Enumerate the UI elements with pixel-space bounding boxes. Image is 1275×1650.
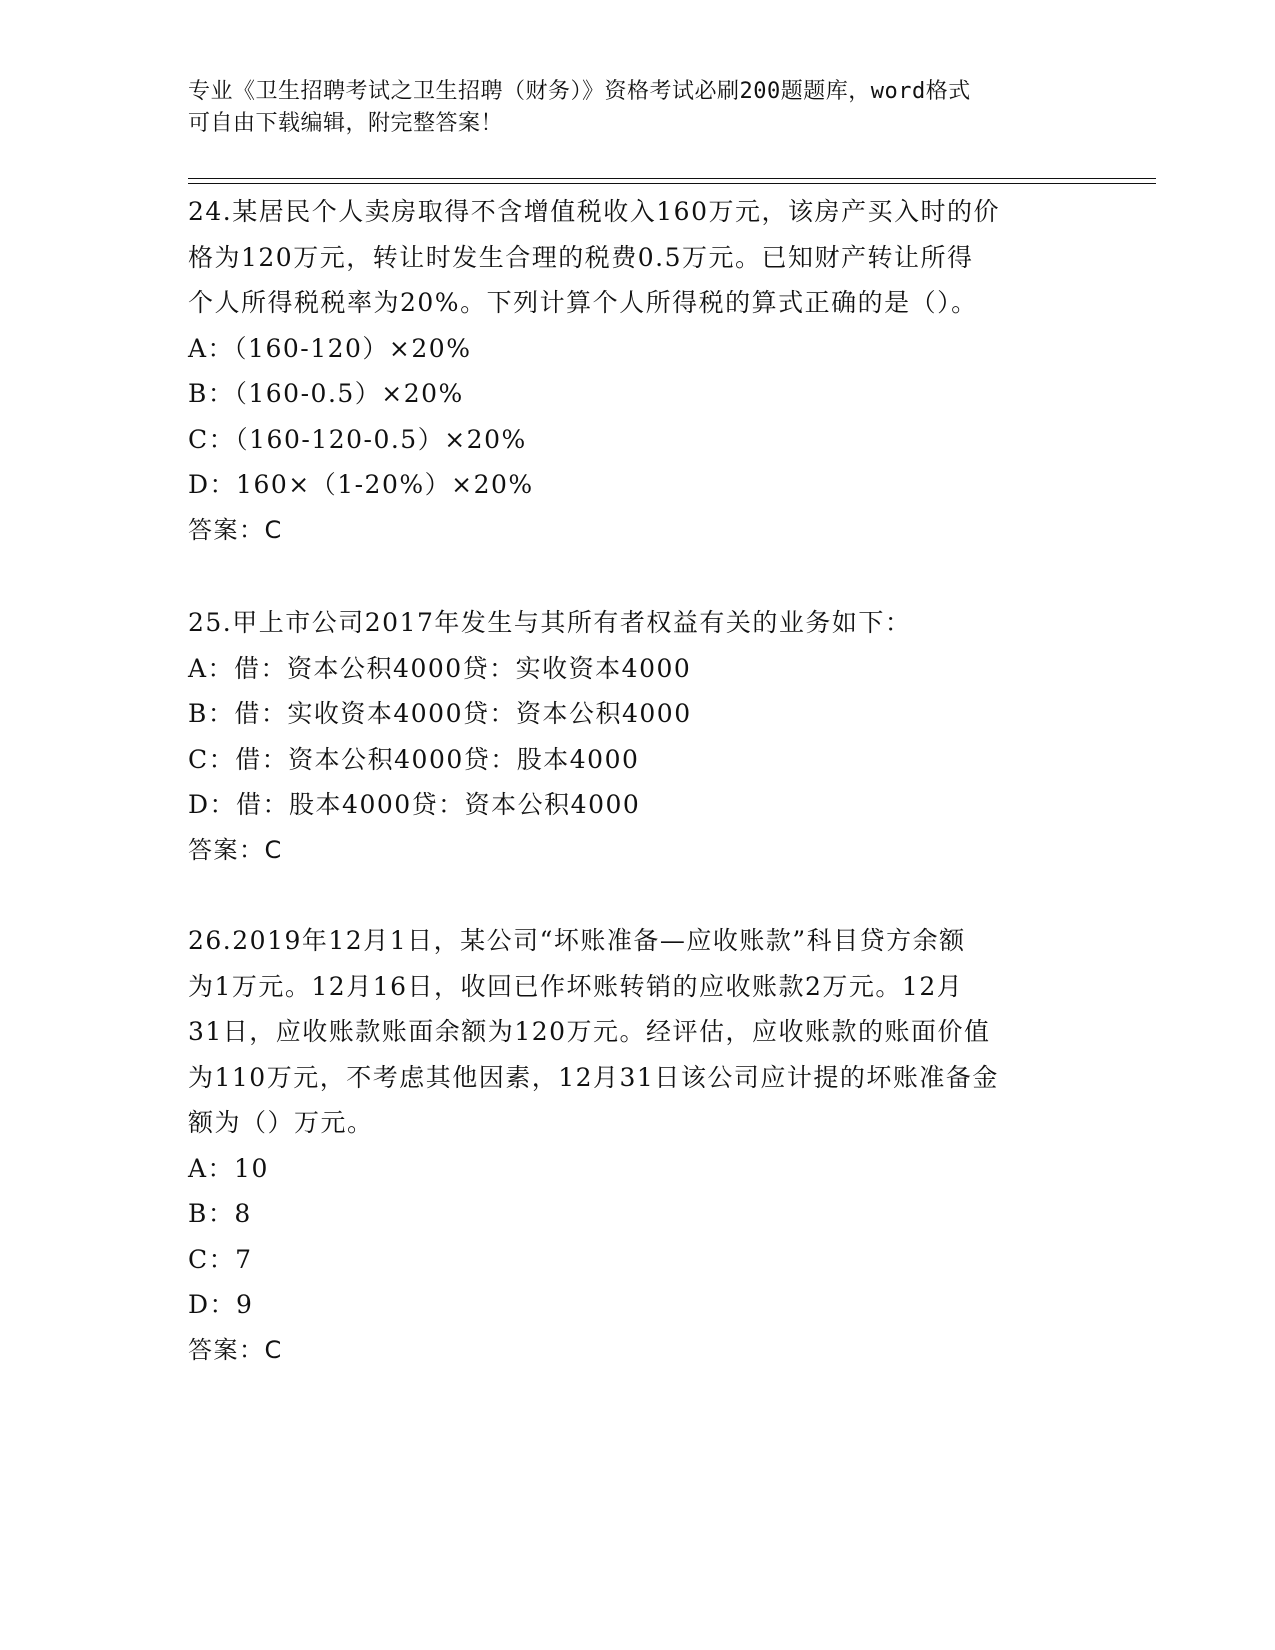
document-header — [188, 76, 1068, 140]
question-stem-line: 个人所得税税率为20%。下列计算个人所得税的算式正确的是（）。 — [188, 288, 978, 317]
option-b: B：借：实收资本4000贷：资本公积4000 — [188, 699, 692, 728]
answer: 答案：C — [188, 515, 283, 544]
answer: 答案：C — [188, 1335, 283, 1364]
option-b: B：8 — [188, 1199, 252, 1228]
question-stem-line: 26.2019年12月1日，某公司“坏账准备—应收账款”科目贷方余额 — [188, 926, 966, 955]
header-divider-bottom — [188, 183, 1156, 184]
option-d: D：9 — [188, 1290, 254, 1319]
option-a: A：借：资本公积4000贷：实收资本4000 — [188, 653, 692, 683]
option-a: A：（160-120）×20% — [188, 333, 472, 363]
question-stem-line: 31日，应收账款账面余额为120万元。经评估，应收账款的账面价值 — [188, 1017, 991, 1046]
question-stem-line: 为1万元。12月16日，收回已作坏账转销的应收账款2万元。12月 — [188, 971, 964, 1001]
question-stem-line: 额为（）万元。 — [188, 1108, 374, 1137]
header-line: 专业《卫生招聘考试之卫生招聘（财务）》资格考试必刷200题题库，word格式 — [188, 79, 971, 104]
option-c: C：借：资本公积4000贷：股本4000 — [188, 744, 640, 774]
header-line: 可自由下载编辑，附完整答案！ — [188, 111, 504, 136]
answer: 答案：C — [188, 835, 283, 864]
question-24 — [188, 189, 1088, 553]
option-d: D：借：股本4000贷：资本公积4000 — [188, 790, 641, 819]
question-25 — [188, 600, 1088, 873]
option-c: C：7 — [188, 1244, 253, 1274]
option-c: C：（160-120-0.5）×20% — [188, 424, 527, 454]
header-divider-top — [188, 178, 1156, 179]
question-stem-line: 为110万元，不考虑其他因素，12月31日该公司应计提的坏账准备金 — [188, 1062, 999, 1092]
question-26 — [188, 918, 1088, 1373]
question-stem-line: 24.某居民个人卖房取得不含增值税收入160万元，该房产买入时的价 — [188, 197, 1000, 226]
question-stem-line: 25.甲上市公司2017年发生与其所有者权益有关的业务如下： — [188, 608, 912, 637]
option-b: B：（160-0.5）×20% — [188, 379, 464, 408]
option-d: D：160×（1-20%）×20% — [188, 470, 534, 499]
option-a: A：10 — [188, 1153, 269, 1183]
question-stem-line: 格为120万元，转让时发生合理的税费0.5万元。已知财产转让所得 — [188, 242, 974, 272]
